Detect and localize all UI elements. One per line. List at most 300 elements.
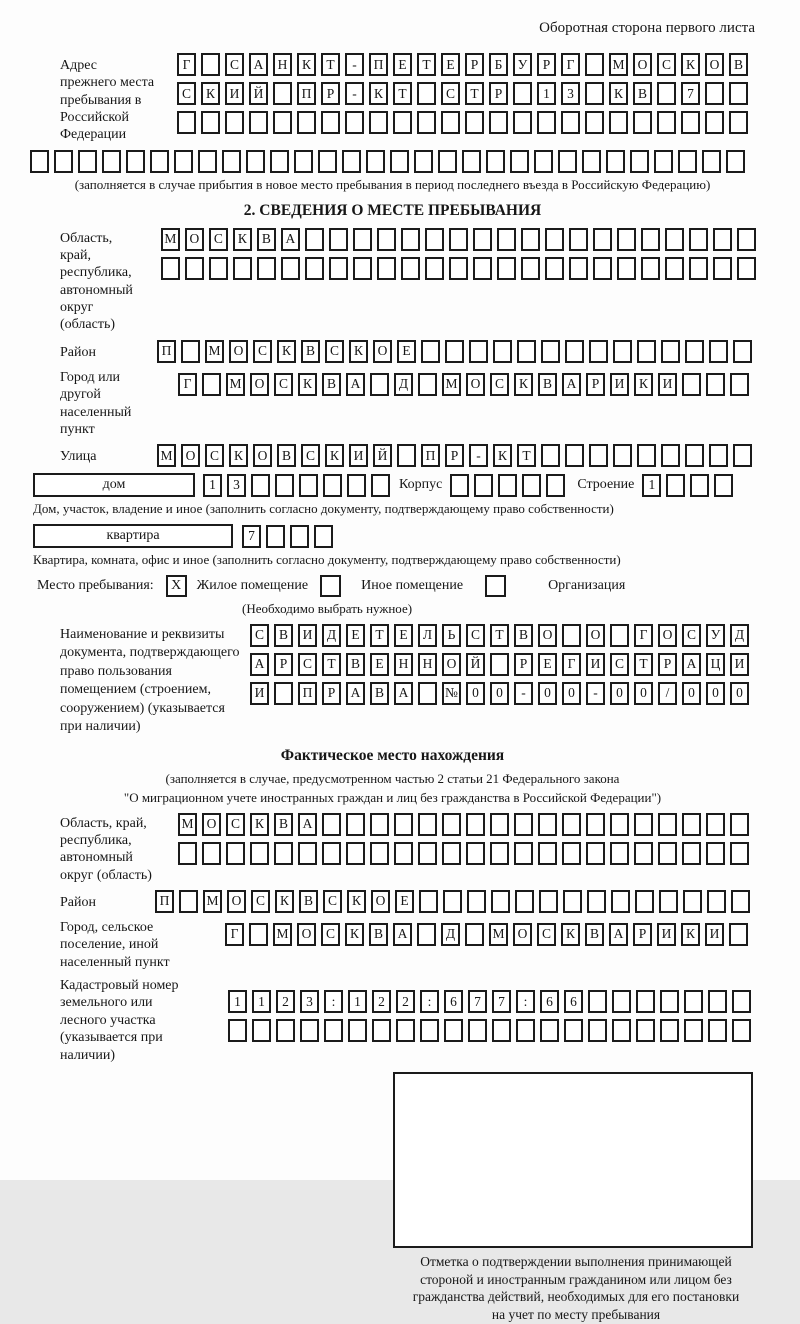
- char-cell: С: [466, 624, 485, 647]
- char-cell: [558, 150, 577, 173]
- char-cell: К: [345, 923, 364, 946]
- char-cell: Р: [274, 653, 293, 676]
- char-cell: [732, 990, 751, 1013]
- char-cell: [251, 474, 270, 497]
- char-cell: -: [469, 444, 488, 467]
- char-cell: [468, 1019, 487, 1042]
- actual-location-note-2: "О миграционном учете иностранных граждан и лиц без гражданства в Российской Федерации"): [123, 789, 662, 805]
- fact-city-label: Город, сельское поселение, иной населенный пункт: [60, 919, 170, 970]
- char-cell: В: [274, 624, 293, 647]
- prev-address-note: (заполняется в случае прибытия в новое место пребывания в период последнего въезда в Российскую Федерацию): [74, 176, 711, 192]
- char-cell: [222, 150, 241, 173]
- char-cell: С: [682, 624, 701, 647]
- char-cell: [538, 813, 557, 836]
- char-cell: [654, 150, 673, 173]
- prev-address-label: Адрес прежнего места пребывания в Российской Федерации: [60, 58, 155, 143]
- char-cell: О: [297, 923, 316, 946]
- char-cell: И: [298, 624, 317, 647]
- char-cell: [569, 257, 588, 280]
- char-cell: [685, 444, 704, 467]
- char-cell: 0: [634, 682, 653, 705]
- char-cell: [394, 813, 413, 836]
- section2-title: 2. СВЕДЕНИЯ О МЕСТЕ ПРЕБЫВАНИЯ: [243, 201, 542, 219]
- char-cell: [202, 842, 221, 865]
- char-cell: [660, 990, 679, 1013]
- char-cell: Д: [322, 624, 341, 647]
- region-rows: [161, 228, 756, 280]
- char-cell: [274, 682, 293, 705]
- char-cell: М: [226, 373, 245, 396]
- char-cell: [393, 111, 412, 134]
- char-cell: [617, 228, 636, 251]
- char-cell: [178, 842, 197, 865]
- char-cell: Д: [394, 373, 413, 396]
- char-cell: [706, 813, 725, 836]
- char-cell: [473, 228, 492, 251]
- char-cell: [586, 813, 605, 836]
- char-cell: [634, 842, 653, 865]
- char-cell: [635, 890, 654, 913]
- char-cell: С: [209, 228, 228, 251]
- char-cell: С: [490, 373, 509, 396]
- char-cell: [417, 111, 436, 134]
- char-cell: [346, 813, 365, 836]
- char-cell: С: [325, 340, 344, 363]
- char-cell: С: [226, 813, 245, 836]
- char-cell: С: [253, 340, 272, 363]
- char-cell: [276, 1019, 295, 1042]
- char-cell: 1: [537, 82, 556, 105]
- char-cell: [706, 842, 725, 865]
- char-cell: 7: [468, 990, 487, 1013]
- char-cell: Й: [249, 82, 268, 105]
- page-header: Оборотная сторона первого листа: [539, 20, 755, 36]
- char-cell: [589, 444, 608, 467]
- fact-region-row: [30, 813, 755, 884]
- char-cell: 1: [252, 990, 271, 1013]
- char-cell: [617, 257, 636, 280]
- char-cell: [54, 150, 73, 173]
- char-cell: Т: [465, 82, 484, 105]
- char-cell: [641, 228, 660, 251]
- char-cell: К: [325, 444, 344, 467]
- char-cell: У: [513, 53, 532, 76]
- char-cell: [417, 82, 436, 105]
- char-cell: А: [609, 923, 628, 946]
- char-cell: [585, 53, 604, 76]
- char-cell: [562, 813, 581, 836]
- char-cell: [513, 82, 532, 105]
- char-cell: Е: [397, 340, 416, 363]
- char-cell: [401, 257, 420, 280]
- char-cell: Р: [465, 53, 484, 76]
- char-cell: 0: [490, 682, 509, 705]
- fact-city-grid-row: [225, 923, 748, 946]
- char-cell: [561, 111, 580, 134]
- char-cell: [226, 842, 245, 865]
- char-cell: Т: [490, 624, 509, 647]
- char-cell: 0: [730, 682, 749, 705]
- char-cell: В: [301, 340, 320, 363]
- char-cell: [179, 890, 198, 913]
- char-cell: [709, 444, 728, 467]
- char-cell: А: [682, 653, 701, 676]
- stamp-caption-line-4: на учет по месту пребывания: [491, 1307, 661, 1323]
- char-cell: [733, 340, 752, 363]
- fact-region-grid-row-1: [178, 813, 749, 836]
- char-cell: [713, 228, 732, 251]
- char-cell: [726, 150, 745, 173]
- char-cell: 0: [538, 682, 557, 705]
- char-cell: [582, 150, 601, 173]
- char-cell: В: [346, 653, 365, 676]
- char-cell: [419, 890, 438, 913]
- char-cell: [633, 111, 652, 134]
- char-cell: [514, 813, 533, 836]
- char-cell: С: [323, 890, 342, 913]
- apartment-note: Квартира, комната, офис и иное (заполнить согласно документу, подтверждающему право собственности): [33, 552, 621, 568]
- char-cell: Н: [394, 653, 413, 676]
- char-cell: О: [181, 444, 200, 467]
- char-cell: О: [202, 813, 221, 836]
- char-cell: И: [610, 373, 629, 396]
- char-cell: И: [657, 923, 676, 946]
- char-cell: /: [658, 682, 677, 705]
- char-cell: [266, 525, 285, 548]
- char-cell: Р: [658, 653, 677, 676]
- char-cell: К: [347, 890, 366, 913]
- char-cell: [273, 82, 292, 105]
- char-cell: [540, 1019, 559, 1042]
- char-cell: [270, 150, 289, 173]
- char-cell: [713, 257, 732, 280]
- char-cell: М: [442, 373, 461, 396]
- char-cell: [420, 1019, 439, 1042]
- char-cell: Р: [322, 682, 341, 705]
- char-cell: [534, 150, 553, 173]
- char-cell: [593, 228, 612, 251]
- char-cell: С: [177, 82, 196, 105]
- char-cell: [442, 842, 461, 865]
- char-cell: [729, 923, 748, 946]
- char-cell: [202, 373, 221, 396]
- char-cell: [366, 150, 385, 173]
- char-cell: [637, 340, 656, 363]
- char-cell: [346, 842, 365, 865]
- char-cell: [322, 842, 341, 865]
- char-cell: [298, 842, 317, 865]
- char-cell: [273, 111, 292, 134]
- char-cell: П: [421, 444, 440, 467]
- char-cell: [610, 842, 629, 865]
- char-cell: [498, 474, 517, 497]
- char-cell: В: [274, 813, 293, 836]
- char-cell: Е: [538, 653, 557, 676]
- char-cell: [545, 228, 564, 251]
- char-cell: [473, 257, 492, 280]
- char-cell: [730, 842, 749, 865]
- char-cell: [449, 257, 468, 280]
- cadastral-row: [30, 977, 755, 1064]
- char-cell: [252, 1019, 271, 1042]
- char-cell: И: [730, 653, 749, 676]
- char-cell: 3: [300, 990, 319, 1013]
- char-cell: :: [420, 990, 439, 1013]
- district-row: [30, 340, 755, 363]
- char-cell: [418, 813, 437, 836]
- char-cell: Т: [393, 82, 412, 105]
- char-cell: [174, 150, 193, 173]
- char-cell: К: [634, 373, 653, 396]
- char-cell: Й: [466, 653, 485, 676]
- char-cell: С: [321, 923, 340, 946]
- char-cell: Р: [321, 82, 340, 105]
- char-cell: С: [537, 923, 556, 946]
- char-cell: [281, 257, 300, 280]
- char-cell: В: [277, 444, 296, 467]
- option-organization-label: Организация: [548, 578, 626, 594]
- char-cell: [185, 257, 204, 280]
- char-cell: [467, 890, 486, 913]
- char-cell: [658, 842, 677, 865]
- char-cell: П: [157, 340, 176, 363]
- char-cell: [661, 340, 680, 363]
- char-cell: [347, 474, 366, 497]
- char-cell: 2: [276, 990, 295, 1013]
- char-cell: В: [633, 82, 652, 105]
- prev-address-grid-row-3: [177, 111, 748, 134]
- char-cell: С: [301, 444, 320, 467]
- char-cell: [562, 842, 581, 865]
- char-cell: [702, 150, 721, 173]
- char-cell: [198, 150, 217, 173]
- char-cell: [321, 111, 340, 134]
- char-cell: [126, 150, 145, 173]
- char-cell: [610, 813, 629, 836]
- char-cell: [418, 682, 437, 705]
- char-cell: [209, 257, 228, 280]
- char-cell: [585, 82, 604, 105]
- char-cell: [297, 111, 316, 134]
- char-cell: [78, 150, 97, 173]
- apartment-box: квартира: [33, 524, 233, 548]
- char-cell: Й: [373, 444, 392, 467]
- char-cell: К: [275, 890, 294, 913]
- char-cell: [348, 1019, 367, 1042]
- char-cell: [421, 340, 440, 363]
- char-cell: [394, 842, 413, 865]
- char-cell: [323, 474, 342, 497]
- char-cell: [201, 53, 220, 76]
- street-label: Улица: [60, 449, 97, 465]
- char-cell: [708, 1019, 727, 1042]
- char-cell: Т: [370, 624, 389, 647]
- char-cell: [396, 1019, 415, 1042]
- char-cell: А: [281, 228, 300, 251]
- fact-district-label: Район: [60, 894, 96, 910]
- char-cell: [588, 1019, 607, 1042]
- korpus-label: Корпус: [399, 477, 443, 493]
- char-cell: -: [586, 682, 605, 705]
- char-cell: [418, 373, 437, 396]
- char-cell: Т: [322, 653, 341, 676]
- char-cell: Е: [393, 53, 412, 76]
- char-cell: [705, 111, 724, 134]
- char-cell: [490, 813, 509, 836]
- document-grid-row-2: [250, 653, 749, 676]
- stamp-caption: [378, 1253, 774, 1324]
- char-cell: Г: [634, 624, 653, 647]
- char-cell: У: [706, 624, 725, 647]
- char-cell: [609, 111, 628, 134]
- char-cell: [690, 474, 709, 497]
- actual-location-note-1: (заполняется в случае, предусмотренном частью 2 статьи 21 Федерального закона: [165, 770, 620, 786]
- char-cell: [689, 257, 708, 280]
- char-cell: О: [229, 340, 248, 363]
- char-cell: 6: [540, 990, 559, 1013]
- region-grid-row-1: [161, 228, 756, 251]
- char-cell: [372, 1019, 391, 1042]
- char-cell: [515, 890, 534, 913]
- char-cell: 0: [562, 682, 581, 705]
- char-cell: [497, 228, 516, 251]
- char-cell: [733, 444, 752, 467]
- char-cell: [564, 1019, 583, 1042]
- stamp-box: [393, 1072, 753, 1248]
- char-cell: -: [345, 53, 364, 76]
- street-row: [30, 444, 755, 467]
- char-cell: [589, 340, 608, 363]
- char-cell: [513, 111, 532, 134]
- fact-region-rows: [178, 813, 749, 865]
- char-cell: В: [299, 890, 318, 913]
- char-cell: [541, 444, 560, 467]
- char-cell: [425, 228, 444, 251]
- stay-place-row: [30, 575, 755, 597]
- char-cell: [369, 111, 388, 134]
- char-cell: [465, 923, 484, 946]
- checkbox-other-premise: [320, 575, 341, 597]
- fact-region-grid-row-2: [178, 842, 749, 865]
- char-cell: В: [729, 53, 748, 76]
- char-cell: И: [586, 653, 605, 676]
- stamp-caption-line-1: Отметка о подтверждении выполнения принимающей: [420, 1253, 732, 1269]
- char-cell: [225, 111, 244, 134]
- char-cell: [102, 150, 121, 173]
- char-cell: 0: [706, 682, 725, 705]
- char-cell: Т: [417, 53, 436, 76]
- char-cell: [636, 990, 655, 1013]
- char-cell: [657, 82, 676, 105]
- char-cell: [665, 228, 684, 251]
- char-cell: [445, 340, 464, 363]
- char-cell: [305, 228, 324, 251]
- char-cell: М: [205, 340, 224, 363]
- char-cell: [449, 228, 468, 251]
- char-cell: [737, 228, 756, 251]
- char-cell: К: [277, 340, 296, 363]
- char-cell: [469, 340, 488, 363]
- char-cell: Т: [321, 53, 340, 76]
- char-cell: [565, 340, 584, 363]
- char-cell: В: [585, 923, 604, 946]
- char-cell: О: [586, 624, 605, 647]
- char-cell: И: [705, 923, 724, 946]
- fact-region-label: Область, край, республика, автономный округ (область): [60, 815, 152, 883]
- char-cell: 1: [228, 990, 247, 1013]
- char-cell: [329, 228, 348, 251]
- char-cell: К: [297, 53, 316, 76]
- char-cell: К: [514, 373, 533, 396]
- char-cell: [425, 257, 444, 280]
- char-cell: М: [203, 890, 222, 913]
- char-cell: Е: [395, 890, 414, 913]
- char-cell: Т: [517, 444, 536, 467]
- char-cell: Н: [418, 653, 437, 676]
- char-cell: Г: [225, 923, 244, 946]
- char-cell: -: [345, 82, 364, 105]
- char-cell: О: [513, 923, 532, 946]
- char-cell: С: [225, 53, 244, 76]
- char-cell: [249, 923, 268, 946]
- char-cell: Р: [537, 53, 556, 76]
- char-cell: Д: [441, 923, 460, 946]
- char-cell: [318, 150, 337, 173]
- cadastral-label: Кадастровый номер земельного или лесного участка (указывается при наличии): [60, 978, 179, 1063]
- char-cell: :: [516, 990, 535, 1013]
- fact-district-grid-row: [155, 890, 750, 913]
- char-cell: С: [250, 624, 269, 647]
- fact-district-row: [30, 890, 755, 913]
- char-cell: [417, 923, 436, 946]
- stay-place-note: (Необходимо выбрать нужное): [242, 601, 413, 617]
- char-cell: [682, 373, 701, 396]
- char-cell: К: [298, 373, 317, 396]
- char-cell: [377, 257, 396, 280]
- char-cell: [517, 340, 536, 363]
- char-cell: [522, 474, 541, 497]
- char-cell: [546, 474, 565, 497]
- char-cell: [684, 990, 703, 1013]
- char-cell: М: [178, 813, 197, 836]
- char-cell: [250, 842, 269, 865]
- char-cell: К: [229, 444, 248, 467]
- char-cell: [613, 444, 632, 467]
- char-cell: Т: [634, 653, 653, 676]
- char-cell: С: [251, 890, 270, 913]
- char-cell: [516, 1019, 535, 1042]
- char-cell: М: [609, 53, 628, 76]
- house-grid: [203, 474, 390, 497]
- char-cell: К: [369, 82, 388, 105]
- char-cell: [539, 890, 558, 913]
- char-cell: [593, 257, 612, 280]
- char-cell: [314, 525, 333, 548]
- char-cell: [606, 150, 625, 173]
- char-cell: [300, 1019, 319, 1042]
- char-cell: [737, 257, 756, 280]
- char-cell: [641, 257, 660, 280]
- char-cell: [660, 1019, 679, 1042]
- char-cell: Ц: [706, 653, 725, 676]
- stroenie-grid: [642, 474, 733, 497]
- char-cell: В: [257, 228, 276, 251]
- city-row: [30, 369, 755, 438]
- char-cell: А: [394, 682, 413, 705]
- char-cell: [685, 340, 704, 363]
- char-cell: [345, 111, 364, 134]
- prev-address-rows: [177, 53, 748, 134]
